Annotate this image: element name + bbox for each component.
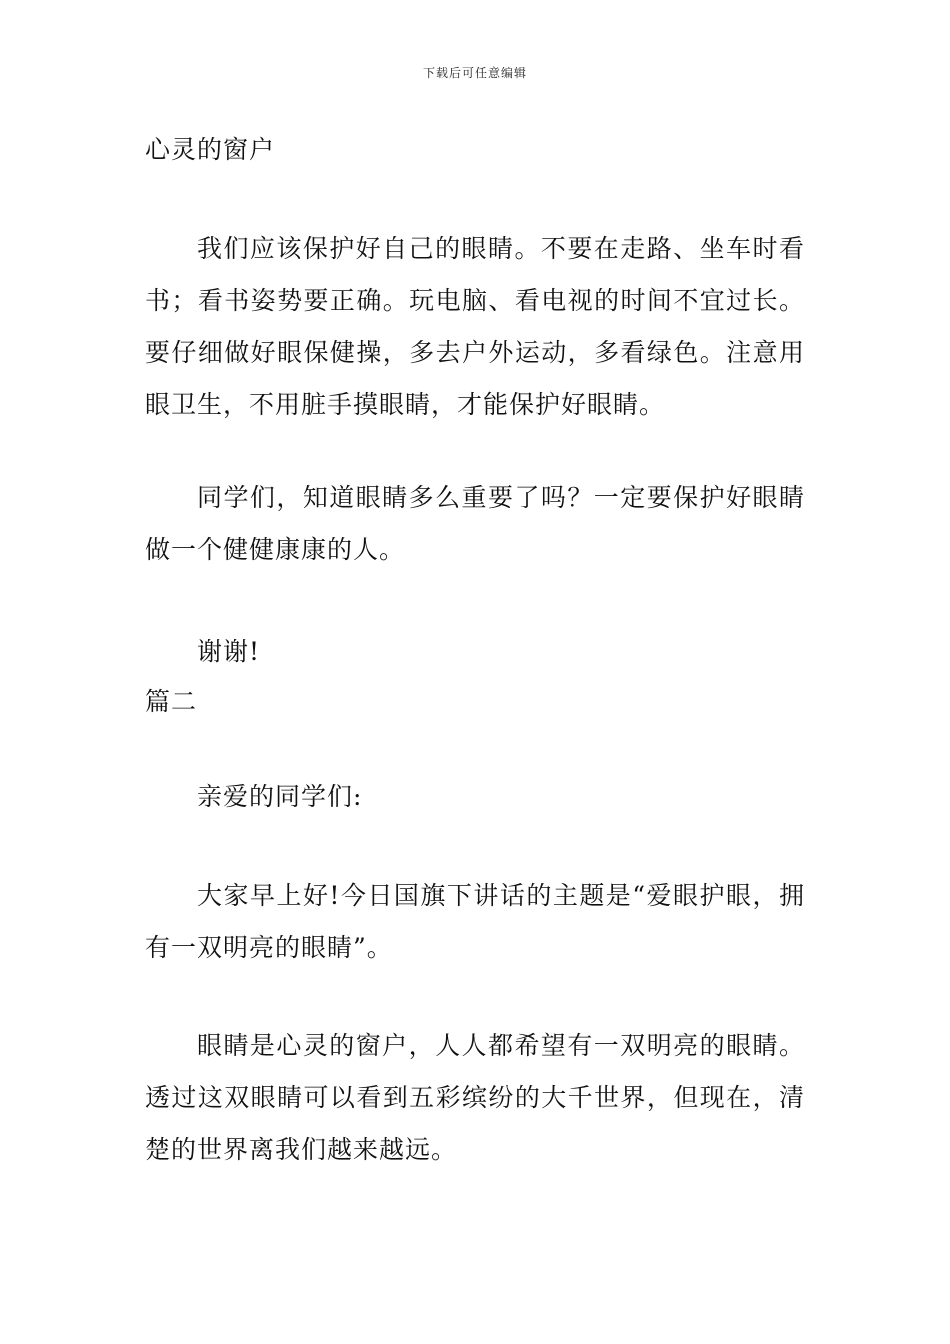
page-header-note: 下载后可任意编辑 bbox=[422, 66, 527, 80]
section-two-heading: 篇二 bbox=[145, 687, 198, 716]
paragraph-window-of-soul: 眼睛是心灵的窗户，人人都希望有一双明亮的眼睛。透过这双眼睛可以看到五彩缤纷的大千世界，但现在，清楚的世界离我们越来越远。 bbox=[145, 1031, 805, 1164]
paragraph-importance: 同学们，知道眼睛多么重要了吗？一定要保护好眼睛做一个健健康康的人。 bbox=[145, 483, 805, 564]
thanks-line: 谢谢! bbox=[197, 637, 261, 666]
greeting-line: 亲爱的同学们: bbox=[197, 782, 363, 811]
paragraph-eye-protection: 我们应该保护好自己的眼睛。不要在走路、坐车时看书；看书姿势要正确。玩电脑、看电视的时间不宜过长。要仔细做好眼保健操，多去户外运动，多看绿色。注意用眼卫生，不用脏手摸眼睛，才能保护好眼睛。 bbox=[145, 234, 805, 419]
document-title: 心灵的窗户 bbox=[145, 135, 276, 164]
paragraph-speech-theme: 大家早上好!今日国旗下讲话的主题是“爱眼护眼，拥有一双明亮的眼睛”。 bbox=[145, 881, 805, 962]
